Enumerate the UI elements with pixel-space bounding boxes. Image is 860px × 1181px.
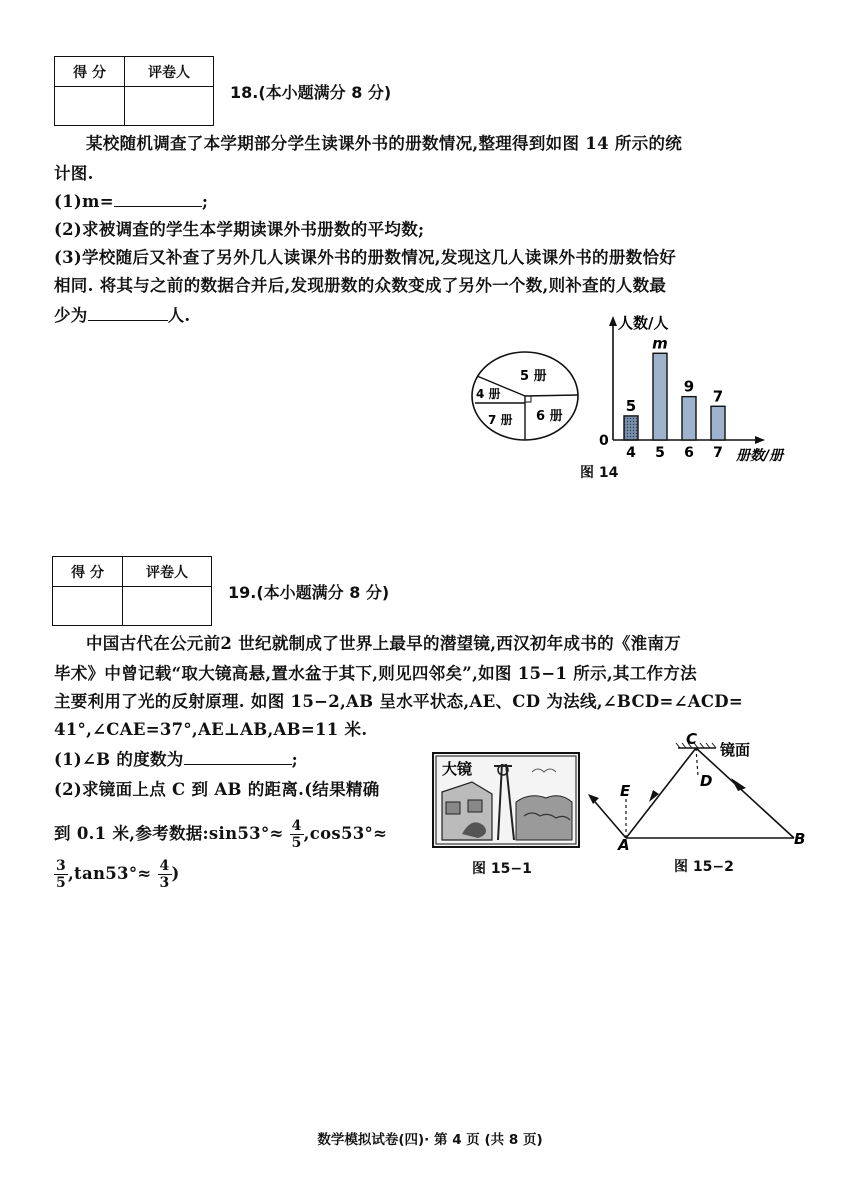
score-box-19 <box>52 556 212 626</box>
figure-15-1-caption: 图 15−1 <box>472 861 532 877</box>
origin-label: 0 <box>599 433 609 449</box>
q19-part2-a: (2)求镜面上点 C 到 AB 的距离.(结果精确 <box>54 780 380 799</box>
ray-arrow-icon <box>731 778 746 791</box>
bar-6 <box>682 397 696 440</box>
pie-divider <box>525 395 578 396</box>
grader-cell <box>125 87 214 126</box>
bar-7 <box>711 406 725 440</box>
pie-chart <box>468 348 586 446</box>
bar-data-label: 7 <box>712 387 724 406</box>
score-label: 得 分 <box>55 57 125 87</box>
pie-label-5: 5 册 <box>520 369 547 384</box>
big-mirror-label: 大镜 <box>442 760 473 778</box>
point-d-label: D <box>700 772 713 790</box>
bar-4 <box>624 416 638 440</box>
x-axis-label: 册数/册 <box>736 448 784 464</box>
fraction-sin <box>290 818 304 851</box>
q18-heading: 18.(本小题满分 8 分) <box>230 83 392 102</box>
q19-part2-c-end: ) <box>171 864 180 883</box>
x-tick-label: 5 <box>655 445 665 461</box>
q19-part2-c-mid: ,tan53°≈ <box>68 864 152 883</box>
page-footer: 数学模拟试卷(四)· 第 4 页 (共 8 页) <box>317 1132 543 1148</box>
pie-label-7: 7 册 <box>488 413 513 427</box>
q19-para3: 主要利用了光的反射原理. 如图 15−2,AB 呈水平状态,AE、CD 为法线,∠BCD=∠ACD= <box>54 692 744 711</box>
fraction-denominator: 3 <box>159 875 170 891</box>
ray-arrow-icon <box>649 790 659 802</box>
q19-part1-prefix: (1)∠B 的度数为 <box>54 750 184 769</box>
figure-15-2-caption: 图 15−2 <box>674 859 734 875</box>
grader-label: 评卷人 <box>123 557 212 587</box>
q18-part2: (2)求被调查的学生本学期读课外书册数的平均数; <box>54 220 425 239</box>
point-a-label: A <box>618 836 630 850</box>
bars-group <box>624 334 725 461</box>
segment-bc <box>696 748 794 838</box>
fraction-numerator: 3 <box>55 858 67 874</box>
fraction-cos <box>54 858 68 891</box>
x-tick-label: 6 <box>684 445 694 461</box>
q18-part3-c <box>54 302 190 330</box>
bar-data-label: 5 <box>625 396 637 415</box>
landscape-shape <box>516 796 572 840</box>
figure-15-2-diagram <box>586 728 822 850</box>
q18-part3-c-suffix: 人. <box>167 306 191 325</box>
score-label: 得 分 <box>53 557 123 587</box>
x-tick-label: 4 <box>626 445 636 461</box>
q19-heading: 19.(本小题满分 8 分) <box>228 583 390 602</box>
q19-part2-b-mid: ,cos53°≈ <box>303 824 388 843</box>
fraction-denominator: 5 <box>55 875 67 891</box>
point-b-label: B <box>794 830 806 848</box>
y-axis-label: 人数/人 <box>618 314 669 332</box>
q18-part1-suffix: ; <box>201 192 209 211</box>
score-cell <box>55 87 125 126</box>
q18-part1-prefix: (1)m= <box>54 192 114 211</box>
fraction-denominator: 5 <box>291 835 302 851</box>
pie-label-4: 4 册 <box>476 387 501 401</box>
figure-14-caption: 图 14 <box>580 465 619 481</box>
q19-para1: 中国古代在公元前2 世纪就制成了世界上最早的潜望镜,西汉初年成书的《淮南万 <box>86 634 682 653</box>
grader-label: 评卷人 <box>125 57 214 87</box>
q18-part3-c-prefix: 少为 <box>54 306 88 325</box>
q19-part2-b-text: 到 0.1 米,参考数据:sin53°≈ <box>54 824 284 843</box>
fraction-tan <box>158 858 172 891</box>
normal-cd <box>696 748 698 776</box>
bar-5 <box>653 353 667 440</box>
answer-blank-angle-b[interactable] <box>184 746 292 765</box>
reflected-ray <box>590 796 626 838</box>
bar-data-label: m <box>652 334 668 353</box>
x-tick-label: 7 <box>713 445 723 461</box>
point-e-label: E <box>620 782 631 800</box>
mirror-label: 镜面 <box>720 741 751 759</box>
x-axis-arrow <box>755 436 765 444</box>
y-axis-arrow <box>609 316 617 326</box>
point-c-label: C <box>686 730 698 748</box>
answer-blank-m[interactable] <box>114 188 202 207</box>
q18-para2: 计图. <box>54 164 94 183</box>
score-box-18 <box>54 56 214 126</box>
q19-para4: 41°,∠CAE=37°,AE⊥AB,AB=11 米. <box>54 720 368 739</box>
q18-part3-b: 相同. 将其与之前的数据合并后,发现册数的众数变成了另外一个数,则补查的人数最 <box>54 276 667 295</box>
fraction-numerator: 4 <box>159 858 170 874</box>
score-cell <box>53 587 123 626</box>
fraction-numerator: 4 <box>291 818 302 834</box>
answer-blank-count[interactable] <box>88 302 168 321</box>
ray-arrow-icon <box>588 794 599 804</box>
q19-para2: 毕术》中曾记载“取大镜高悬,置水盆于其下,则见四邻矣”,如图 15−1 所示,其工作方法 <box>54 664 697 683</box>
pie-label-6: 6 册 <box>536 409 563 424</box>
q18-part1 <box>54 188 208 216</box>
q19-part2-b <box>54 818 387 851</box>
bar-chart <box>590 312 808 468</box>
q19-part2-c <box>54 858 180 891</box>
q19-part1 <box>54 746 298 774</box>
segment-ac <box>626 748 696 838</box>
bar-data-label: 9 <box>683 377 695 396</box>
grader-cell <box>123 587 212 626</box>
q19-part1-suffix: ; <box>291 750 299 769</box>
q18-para1: 某校随机调查了本学期部分学生读课外书的册数情况,整理得到如图 14 所示的统 <box>86 134 683 153</box>
figure-15-1-illustration <box>432 752 580 848</box>
q18-part3-a: (3)学校随后又补查了另外几人读课外书的册数情况,发现这几人读课外书的册数恰好 <box>54 248 677 267</box>
